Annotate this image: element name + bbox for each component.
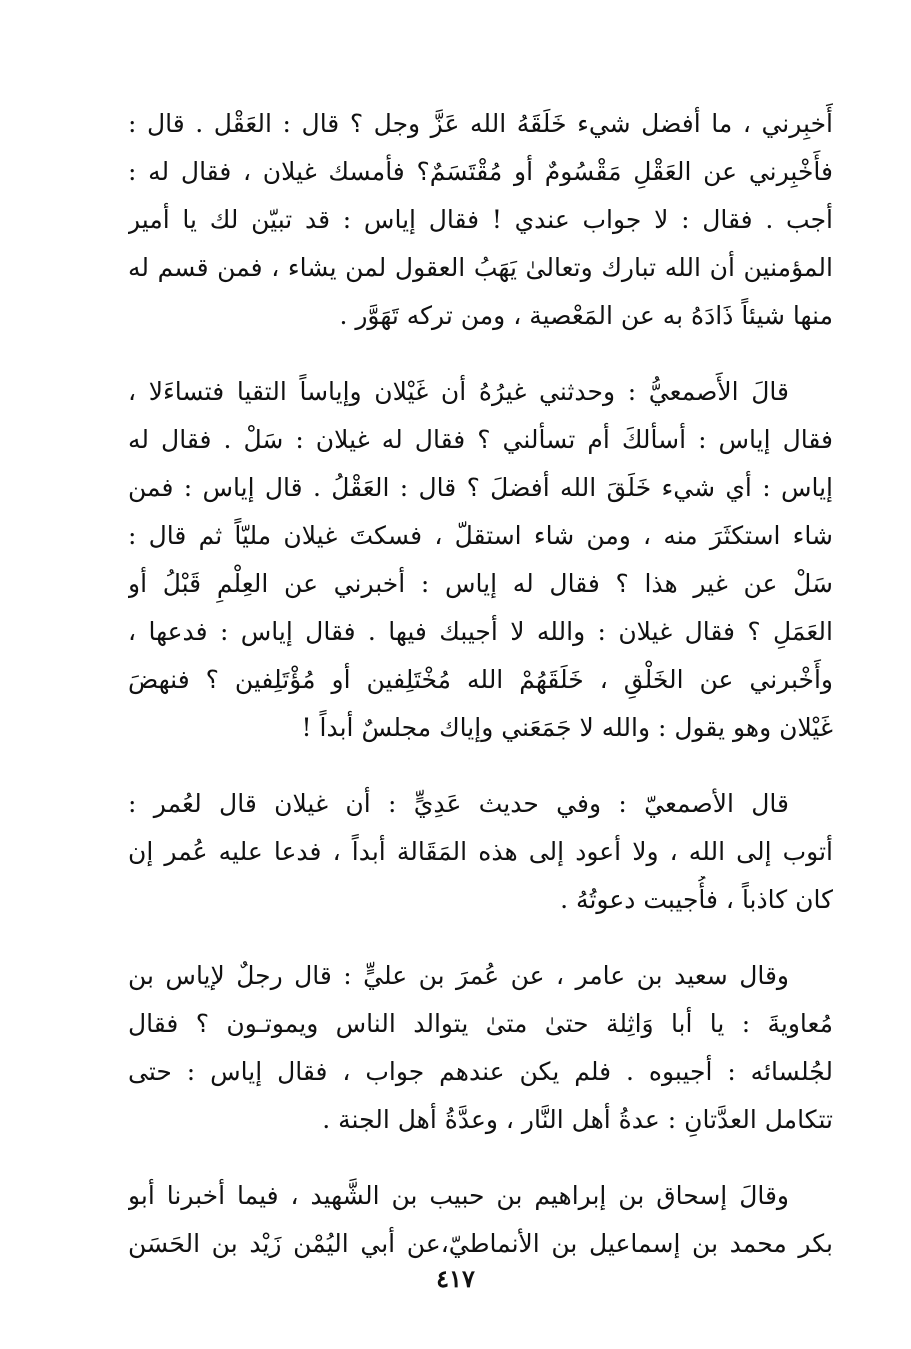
text-line: المؤمنين أن الله تبارك وتعالىٰ يَهَبُ العقول لمن يشاء ، فمن قسم له <box>128 253 833 282</box>
text-line: وقال سعيد بن عامر ، عن عُمرَ بن عليٍّ : قال رجلٌ لإياس بن <box>128 961 789 990</box>
paragraph-2 <box>128 368 833 752</box>
text-line: شاء استكثَرَ منه ، ومن شاء استقلّ ، فسكتَ غيلان مليّاً ثم قال : <box>128 521 833 550</box>
page-number: ٤١٧ <box>436 1264 475 1293</box>
text-line: أَخبِرني ، ما أفضل شيء خَلَقَهُ الله عَزَّ وجل ؟ قال : العَقْل . قال : <box>128 109 833 138</box>
paragraph-4 <box>128 952 833 1144</box>
paragraph-gap <box>128 924 833 952</box>
text-line: تتكامل العدَّتانِ : عدةُ أهل النَّار ، وعدَّةُ أهل الجنة . <box>322 1105 833 1134</box>
text-line: أجب . فقال : لا جواب عندي ! فقال إياس : قد تبيّن لك يا أمير <box>128 205 833 234</box>
paragraph-5 <box>128 1172 833 1268</box>
text-line: إياس : أي شيء خَلَقَ الله أفضلَ ؟ قال : العَقْلُ . قال إياس : فمن <box>128 473 833 502</box>
text-line: منها شيئاً ذَادَهُ به عن المَعْصية ، ومن تركه تَهَوَّر . <box>339 301 833 330</box>
text-line: قالَ الأَصمعيُّ : وحدثني غيرُهُ أن غَيْلان وإياساً التقيا فتساءَلا ، <box>128 377 789 406</box>
paragraph-gap <box>128 752 833 780</box>
text-line: مُعاويةَ : يا أبا وَاثِلة حتىٰ متىٰ يتوالد الناس ويموتـون ؟ فقال <box>128 1009 833 1038</box>
text-line: فأَخْبِرني عن العَقْلِ مَقْسُومٌ أو مُقْتَسَمٌ؟ فأمسك غيلان ، فقال له : <box>128 157 833 186</box>
text-line: فقال إياس : أسألكَ أم تسألني ؟ فقال له غيلان : سَلْ . فقال له <box>128 425 833 454</box>
paragraph-gap <box>128 340 833 368</box>
text-line: قال الأصمعيّ : وفي حديث عَدِيٍّ : أن غيلان قال لعُمر : <box>128 789 789 818</box>
text-line: بكر محمد بن إسماعيل بن الأنماطيّ،عن أبي اليُمْن زَيْد بن الحَسَن <box>128 1229 833 1258</box>
paragraph-gap <box>128 1144 833 1172</box>
text-line: لجُلسائه : أجيبوه . فلم يكن عندهم جواب ، فقال إياس : حتى <box>128 1057 833 1086</box>
text-line: العَمَلِ ؟ فقال غيلان : والله لا أجيبك فيها . فقال إياس : فدعها ، <box>128 617 833 646</box>
text-line: سَلْ عن غير هذا ؟ فقال له إياس : أخبرني عن العِلْمِ قَبْلُ أو <box>128 569 833 598</box>
text-line: أتوب إلى الله ، ولا أعود إلى هذه المَقَالة أبداً ، فدعا عليه عُمر إن <box>128 837 833 866</box>
text-line: كان كاذباً ، فأُجيبت دعوتُهُ . <box>560 885 833 914</box>
paragraph-1 <box>128 100 833 340</box>
text-line: وأَخْبرني عن الخَلْقِ ، خَلَقَهُمْ الله مُخْتَلِفين أو مُؤْتَلِفين ؟ فنهضَ <box>128 665 833 694</box>
paragraph-3 <box>128 780 833 924</box>
text-line: غَيْلان وهو يقول : والله لا جَمَعَني وإياك مجلسٌ أبداً ! <box>301 713 833 742</box>
text-line: وقالَ إسحاق بن إبراهيم بن حبيب بن الشَّهيد ، فيما أخبرنا أبو <box>128 1181 789 1210</box>
